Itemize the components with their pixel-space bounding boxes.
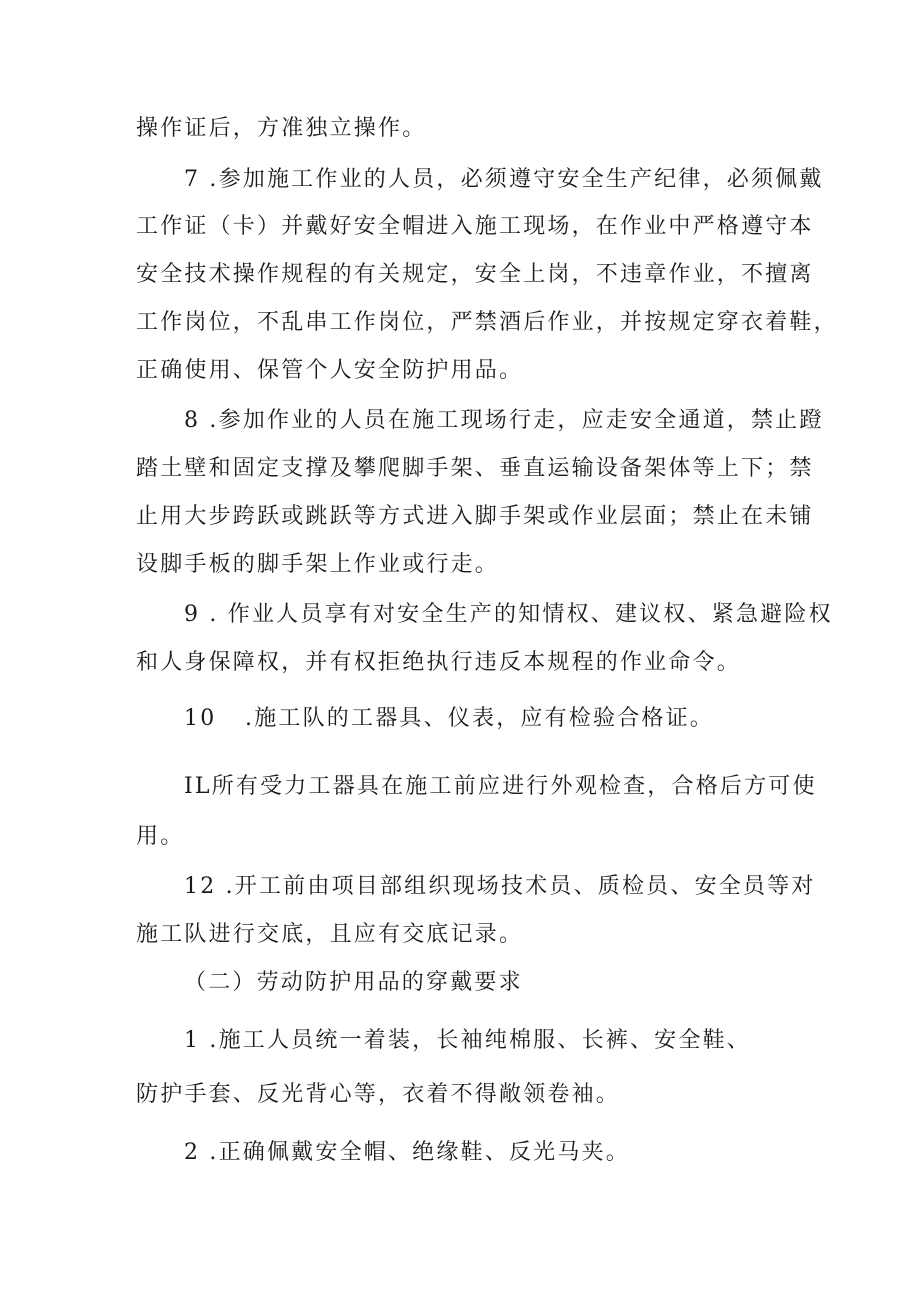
item-7-line-4: 工作岗位，不乱串工作岗位，严禁酒后作业，并按规定穿衣着鞋， [136,310,838,335]
item-8-line-3: 止用大步跨跃或跳跃等方式进入脚手架或作业层面；禁止在未铺 [136,504,814,529]
ppe-item-2-line-1: 2 .正确佩戴安全帽、绝缘鞋、反光马夹。 [184,1140,630,1165]
ppe-item-1-line-2: 防护手套、反光背心等，衣着不得敞领卷袖。 [136,1082,621,1107]
item-7-line-3: 安全技术操作规程的有关规定，安全上岗，不违章作业，不擅离 [136,262,814,287]
item-8-line-4: 设脚手板的脚手架上作业或行走。 [136,552,500,577]
item-9-line-1: 9 . 作业人员享有对安全生产的知情权、建议权、紧急避险权 [184,602,833,627]
text-line-1: 操作证后，方准独立操作。 [136,116,427,141]
item-11-line-1: IL所有受力工器具在施工前应进行外观检查，合格后方可使 [184,774,817,799]
item-7-line-2: 工作证（卡）并戴好安全帽进入施工现场，在作业中严格遵守本 [136,214,814,239]
section-heading: （二）劳动防护用品的穿戴要求 [184,970,523,995]
item-9-line-2: 和人身保障权，并有权拒绝执行违反本规程的作业命令。 [136,650,742,675]
item-10-text: .施工队的工器具、仪表，应有检验合格证。 [245,706,714,731]
item-11-line-2: 用。 [136,824,185,849]
item-8-line-1: 8 .参加作业的人员在施工现场行走，应走安全通道，禁止蹬 [184,408,824,433]
item-7-line-1: 7 .参加施工作业的人员，必须遵守安全生产纪律，必须佩戴 [184,167,824,192]
item-12-line-2: 施工队进行交底，且应有交底记录。 [136,922,524,947]
ppe-item-1-line-1: 1 .施工人员统一着装，长袖纯棉服、长裤、安全鞋、 [184,1028,751,1053]
item-12-line-1: 12 .开工前由项目部组织现场技术员、质检员、安全员等对 [184,874,816,899]
item-7-line-5: 正确使用、保管个人安全防护用品。 [136,358,524,383]
item-8-line-2: 踏土壁和固定支撑及攀爬脚手架、垂直运输设备架体等上下；禁 [136,456,814,481]
item-10-number: 10 [184,706,217,731]
